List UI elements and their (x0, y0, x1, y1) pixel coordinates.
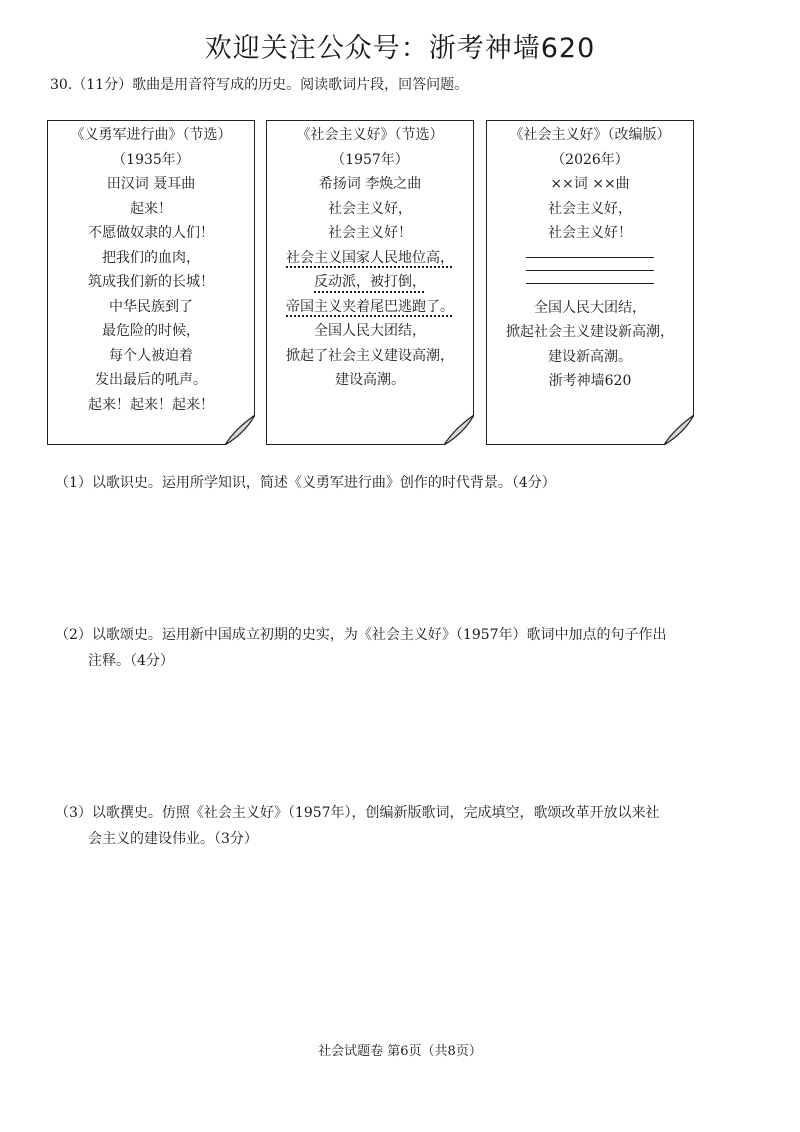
page-curl-icon (664, 415, 694, 445)
card-1-line: 田汉词 聂耳曲 (106, 176, 196, 192)
subquestion-3 (55, 800, 755, 852)
lyrics-card-2 (266, 120, 474, 445)
card-3-line: 建设新高潮。 (548, 348, 632, 365)
page-curl-icon (225, 415, 255, 445)
lyric-blank-line (526, 283, 654, 284)
card-2-line: 掀起了社会主义建设高潮， (286, 347, 454, 364)
subquestion-3-text-cont: 会主义的建设伟业。（3分） (88, 831, 258, 847)
lyrics-card-1 (47, 120, 255, 445)
card-2-line: 社会主义好！ (328, 225, 412, 241)
card-1-line: 把我们的血肉， (102, 249, 200, 266)
card-1-line: 起来！起来！起来！ (88, 396, 214, 413)
card-1-line: 每个人被迫着 (109, 347, 193, 364)
card-1-line: 起来！ (130, 200, 172, 217)
card-1-line: 中华民族到了 (109, 298, 193, 315)
card-3-line: ××词 ××曲 (550, 176, 630, 192)
subquestion-2 (55, 622, 755, 674)
page-curl-icon (444, 415, 474, 445)
card-1-line: 发出最后的吼声。 (95, 372, 207, 388)
card-3-line: （2026年） (551, 151, 629, 168)
card-3-line: 社会主义好！ (548, 225, 632, 241)
subquestion-2-text-cont: 注释。（4分） (88, 653, 174, 669)
card-3-line: 掀起社会主义建设新高潮， (506, 324, 674, 340)
card-3-line: 《社会主义好》（改编版） (509, 127, 671, 143)
lyric-blank-line (526, 270, 654, 271)
card-3-line: 社会主义好， (548, 200, 632, 217)
subquestion-3-text: （3）以歌撰史。仿照《社会主义好》（1957年），创编新版歌词，完成填空，歌颂改革开放以来社 (55, 805, 660, 821)
card-2-line: 建设高潮。 (335, 372, 405, 388)
question-30-stem: 30.（11分）歌曲是用音符写成的历史。阅读歌词片段，回答问题。 (50, 77, 469, 93)
subquestion-2-text: （2）以歌颂史。运用新中国成立初期的史实，为《社会主义好》（1957年）歌词中加点的句子作出 (55, 627, 667, 643)
subquestion-1 (55, 470, 755, 496)
card-2-line: 社会主义好， (328, 200, 412, 217)
card-1-line: 最危险的时候， (102, 323, 200, 339)
card-2-line: 《社会主义好》（节选） (296, 127, 444, 143)
card-2-line: 希扬词 李焕之曲 (318, 176, 422, 192)
card-2-dotted-line: 社会主义国家人民地位高， (286, 249, 454, 266)
card-3-line: 全国人民大团结， (534, 299, 646, 316)
card-2-dotted-line: 帝国主义夹着尾巴逃跑了。 (286, 298, 454, 315)
card-1-line: 不愿做奴隶的人们！ (88, 225, 214, 241)
lyric-blank-line (526, 257, 654, 258)
card-1-line: 筑成我们新的长城！ (88, 274, 214, 290)
card-2-line: （1957年） (331, 151, 409, 168)
card-1-line: （1935年） (112, 151, 190, 168)
card-1-line: 《义勇军进行曲》（节选） (70, 127, 232, 143)
card-2-dotted-line: 反动派，被打倒， (314, 274, 426, 290)
header-title: 欢迎关注公众号：浙考神墙620 (204, 33, 596, 64)
subquestion-1-text: （1）以歌识史。运用所学知识，简述《义勇军进行曲》创作的时代背景。（4分） (55, 475, 556, 491)
card-2-line: 全国人民大团结， (314, 323, 426, 339)
lyrics-card-3 (486, 120, 694, 445)
card-3-watermark: 浙考神墙620 (548, 373, 632, 389)
page-footer: 社会试题卷 第6页（共8页） (318, 1044, 482, 1059)
